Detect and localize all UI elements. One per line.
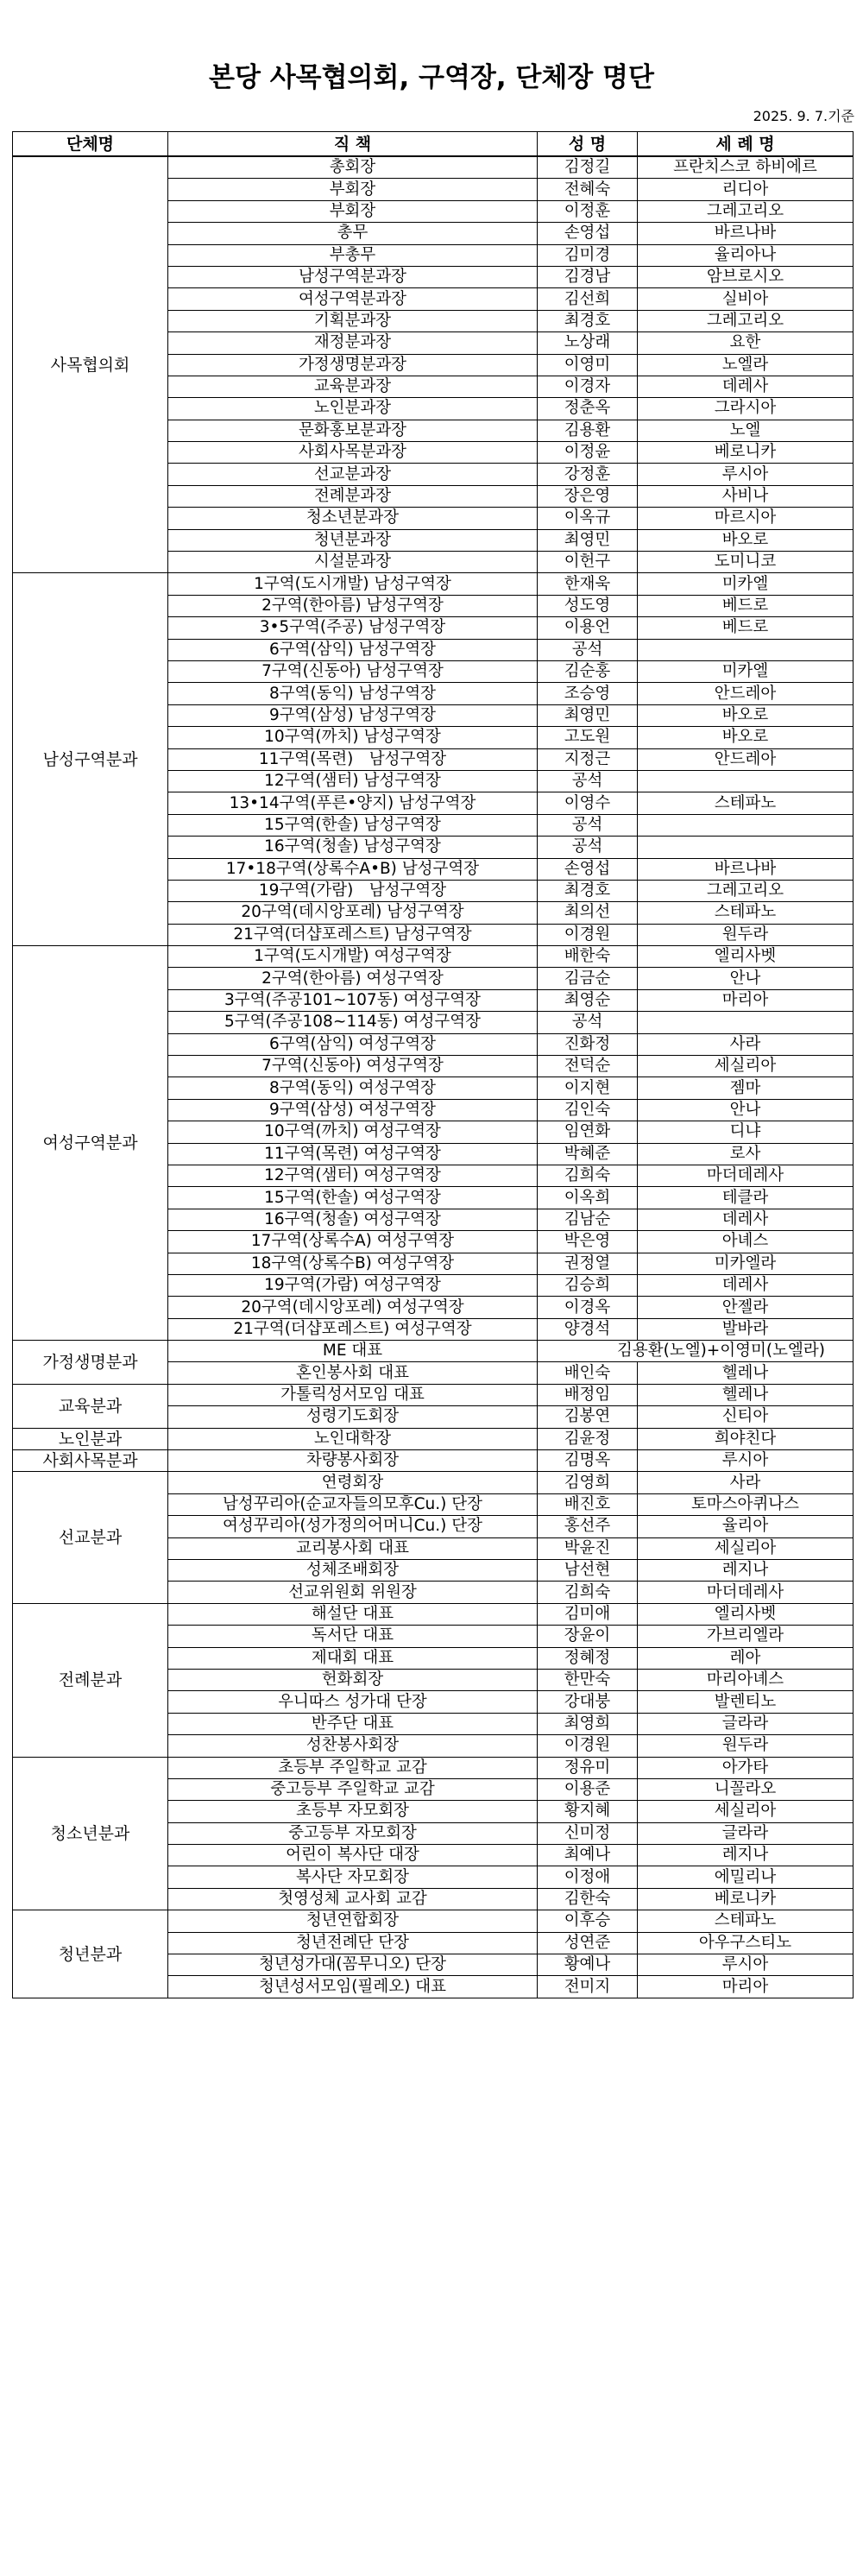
name-cell: 공석 — [538, 770, 638, 792]
position-cell: 첫영성체 교사회 교감 — [168, 1888, 538, 1910]
position-cell: 가톨릭성서모임 대표 — [168, 1384, 538, 1405]
name-cell: 신미정 — [538, 1822, 638, 1844]
baptismal-name-cell: 발바라 — [638, 1318, 854, 1340]
header-name: 성 명 — [538, 132, 638, 157]
position-cell: 노인분과장 — [168, 398, 538, 420]
name-cell: 손영섭 — [538, 223, 638, 244]
position-cell: ME 대표 — [168, 1341, 538, 1362]
name-cell: 이경원 — [538, 924, 638, 945]
baptismal-name-cell: 마더데레사 — [638, 1582, 854, 1603]
name-cell: 손영섭 — [538, 858, 638, 880]
position-cell: 19구역(가람) 남성구역장 — [168, 880, 538, 901]
baptismal-name-cell: 데레사 — [638, 1209, 854, 1230]
baptismal-name-cell: 마리아녜스 — [638, 1669, 854, 1690]
position-cell: 차량봉사회장 — [168, 1450, 538, 1472]
name-cell: 김봉연 — [538, 1406, 638, 1428]
baptismal-name-cell: 사비나 — [638, 485, 854, 507]
baptismal-name-cell: 도미니코 — [638, 552, 854, 573]
position-cell: 8구역(동익) 여성구역장 — [168, 1077, 538, 1099]
baptismal-name-cell — [638, 814, 854, 836]
position-cell: 초등부 자모회장 — [168, 1801, 538, 1822]
name-cell: 김희숙 — [538, 1165, 638, 1186]
name-cell: 강정훈 — [538, 464, 638, 485]
name-cell: 최영희 — [538, 1713, 638, 1734]
name-cell: 고도원 — [538, 727, 638, 748]
name-cell: 정혜정 — [538, 1647, 638, 1669]
baptismal-name-cell: 니꼴라오 — [638, 1778, 854, 1800]
position-cell: 청소년분과장 — [168, 508, 538, 529]
name-cell: 조승영 — [538, 683, 638, 704]
baptismal-name-cell: 데레사 — [638, 1274, 854, 1296]
name-cell: 전혜숙 — [538, 179, 638, 200]
position-cell: 제대회 대표 — [168, 1647, 538, 1669]
baptismal-name-cell: 율리아나 — [638, 244, 854, 266]
baptismal-name-cell: 스테파노 — [638, 792, 854, 814]
name-cell: 이정윤 — [538, 442, 638, 464]
table-row — [13, 1757, 854, 1778]
table-row — [13, 1910, 854, 1932]
name-cell: 이경옥 — [538, 1297, 638, 1318]
group-name: 남성구역분과 — [13, 573, 168, 946]
name-cell: 김미애 — [538, 1603, 638, 1625]
name-cell: 김경남 — [538, 266, 638, 287]
position-cell: 해설단 대표 — [168, 1603, 538, 1625]
position-cell: 2구역(한아름) 여성구역장 — [168, 968, 538, 989]
name-cell: 이정애 — [538, 1866, 638, 1888]
name-cell: 강대붕 — [538, 1691, 638, 1713]
group-name: 여성구역분과 — [13, 946, 168, 1341]
baptismal-name-cell: 스테파노 — [638, 1910, 854, 1932]
position-cell: 청년전례단 단장 — [168, 1932, 538, 1954]
name-cell: 이정훈 — [538, 200, 638, 222]
position-cell: 문화홍보분과장 — [168, 420, 538, 441]
position-cell: 여성꾸리아(성가정의어머니Cu.) 단장 — [168, 1516, 538, 1537]
baptismal-name-cell: 엘리사벳 — [638, 946, 854, 968]
position-cell: 연령회장 — [168, 1472, 538, 1493]
baptismal-name-cell: 그라시아 — [638, 398, 854, 420]
name-cell: 정춘옥 — [538, 398, 638, 420]
position-cell: 복사단 자모회장 — [168, 1866, 538, 1888]
baptismal-name-cell: 세실리아 — [638, 1537, 854, 1559]
position-cell: 중고등부 주일학교 교감 — [168, 1778, 538, 1800]
position-cell: 전례분과장 — [168, 485, 538, 507]
name-cell: 지정근 — [538, 748, 638, 770]
group-name: 사회사목분과 — [13, 1450, 168, 1472]
group-name: 전례분과 — [13, 1603, 168, 1757]
baptismal-name-cell: 원두라 — [638, 1735, 854, 1757]
baptismal-name-cell: 그레고리오 — [638, 310, 854, 331]
name-cell: 이후승 — [538, 1910, 638, 1932]
table-row — [13, 1450, 854, 1472]
name-cell: 김금순 — [538, 968, 638, 989]
position-cell: 3구역(주공101~107동) 여성구역장 — [168, 989, 538, 1011]
baptismal-name-cell: 데레사 — [638, 376, 854, 397]
baptismal-name-cell: 발렌티노 — [638, 1691, 854, 1713]
position-cell: 혼인봉사회 대표 — [168, 1362, 538, 1384]
baptismal-name-cell: 글라라 — [638, 1822, 854, 1844]
position-cell: 17구역(상록수A) 여성구역장 — [168, 1231, 538, 1253]
name-cell: 이경자 — [538, 376, 638, 397]
name-cell: 박윤진 — [538, 1537, 638, 1559]
position-cell: 청년성가대(꼼무니오) 단장 — [168, 1954, 538, 1976]
baptismal-name-cell: 마더데레사 — [638, 1165, 854, 1186]
name-cell: 배진호 — [538, 1493, 638, 1515]
baptismal-name-cell: 젬마 — [638, 1077, 854, 1099]
position-cell: 12구역(샘터) 여성구역장 — [168, 1165, 538, 1186]
baptismal-name-cell: 토마스아퀴나스 — [638, 1493, 854, 1515]
position-cell: 반주단 대표 — [168, 1713, 538, 1734]
name-cell: 김정길 — [538, 156, 638, 179]
baptismal-name-cell — [638, 837, 854, 858]
name-cell: 장은영 — [538, 485, 638, 507]
group-name: 노인분과 — [13, 1428, 168, 1449]
position-cell: 남성구역분과장 — [168, 266, 538, 287]
position-cell: 3•5구역(주공) 남성구역장 — [168, 617, 538, 639]
position-cell: 18구역(상록수B) 여성구역장 — [168, 1253, 538, 1274]
name-cell: 황예나 — [538, 1954, 638, 1976]
table-row — [13, 1472, 854, 1493]
name-cell: 최영순 — [538, 989, 638, 1011]
baptismal-name-cell: 루시아 — [638, 1450, 854, 1472]
baptismal-name-cell: 요한 — [638, 332, 854, 354]
baptismal-name-cell: 안드레아 — [638, 683, 854, 704]
table-row — [13, 156, 854, 179]
name-cell: 김미경 — [538, 244, 638, 266]
name-cell: 이영수 — [538, 792, 638, 814]
position-cell: 총무 — [168, 223, 538, 244]
header-position: 직 책 — [168, 132, 538, 157]
group-name: 교육분과 — [13, 1384, 168, 1428]
name-cell: 김윤정 — [538, 1428, 638, 1449]
group-name: 청소년분과 — [13, 1757, 168, 1910]
position-cell: 5구역(주공108~114동) 여성구역장 — [168, 1012, 538, 1033]
table-row — [13, 1384, 854, 1405]
table-row — [13, 1341, 854, 1362]
reference-date: 2025. 9. 7.기준 — [753, 108, 854, 124]
position-cell: 21구역(더샵포레스트) 남성구역장 — [168, 924, 538, 945]
position-cell: 1구역(도시개발) 여성구역장 — [168, 946, 538, 968]
position-cell: 6구역(삼익) 여성구역장 — [168, 1033, 538, 1055]
position-cell: 부총무 — [168, 244, 538, 266]
position-cell: 청년성서모임(필레오) 대표 — [168, 1976, 538, 1998]
name-cell: 남선현 — [538, 1560, 638, 1582]
baptismal-name-cell: 안드레아 — [638, 748, 854, 770]
position-cell: 13•14구역(푸른•양지) 남성구역장 — [168, 792, 538, 814]
baptismal-name-cell: 암브로시오 — [638, 266, 854, 287]
position-cell: 사회사목분과장 — [168, 442, 538, 464]
position-cell: 청년분과장 — [168, 529, 538, 551]
baptismal-name-cell: 세실리아 — [638, 1056, 854, 1077]
name-cell: 황지혜 — [538, 1801, 638, 1822]
position-cell: 12구역(샘터) 남성구역장 — [168, 770, 538, 792]
baptismal-name-cell: 레지나 — [638, 1560, 854, 1582]
baptismal-name-cell: 아가타 — [638, 1757, 854, 1778]
position-cell: 15구역(한솔) 남성구역장 — [168, 814, 538, 836]
baptismal-name-cell: 바르나바 — [638, 858, 854, 880]
position-cell: 우니따스 성가대 단장 — [168, 1691, 538, 1713]
name-cell: 최의선 — [538, 902, 638, 924]
name-cell: 이경원 — [538, 1735, 638, 1757]
position-cell: 교리봉사회 대표 — [168, 1537, 538, 1559]
name-cell: 김인숙 — [538, 1099, 638, 1121]
position-cell: 2구역(한아름) 남성구역장 — [168, 595, 538, 616]
name-cell: 이옥희 — [538, 1187, 638, 1209]
baptismal-name-cell: 신티아 — [638, 1406, 854, 1428]
position-cell: 시설분과장 — [168, 552, 538, 573]
baptismal-name-cell: 바르나바 — [638, 223, 854, 244]
name-cell: 김한숙 — [538, 1888, 638, 1910]
position-cell: 노인대학장 — [168, 1428, 538, 1449]
name-cell: 김승희 — [538, 1274, 638, 1296]
name-cell: 공석 — [538, 814, 638, 836]
baptismal-name-cell: 안젤라 — [638, 1297, 854, 1318]
baptismal-name-cell — [638, 770, 854, 792]
name-cell: 정유미 — [538, 1757, 638, 1778]
baptismal-name-cell: 안나 — [638, 1099, 854, 1121]
name-cell: 진화정 — [538, 1033, 638, 1055]
baptismal-name-cell: 바오로 — [638, 727, 854, 748]
name-cell: 이옥규 — [538, 508, 638, 529]
name-cell: 이영미 — [538, 354, 638, 376]
baptismal-name-cell: 미카엘 — [638, 660, 854, 682]
table-row — [13, 1603, 854, 1625]
baptismal-name-cell: 리디아 — [638, 179, 854, 200]
position-cell: 기획분과장 — [168, 310, 538, 331]
position-cell: 중고등부 자모회장 — [168, 1822, 538, 1844]
position-cell: 8구역(동익) 남성구역장 — [168, 683, 538, 704]
name-cell: 홍선주 — [538, 1516, 638, 1537]
name-cell: 전미지 — [538, 1976, 638, 1998]
baptismal-name-cell: 베드로 — [638, 617, 854, 639]
name-cell: 장윤이 — [538, 1626, 638, 1647]
baptismal-name-cell: 테클라 — [638, 1187, 854, 1209]
baptismal-name-cell: 사라 — [638, 1033, 854, 1055]
name-cell: 임연화 — [538, 1121, 638, 1143]
name-cell: 김용환 — [538, 420, 638, 441]
baptismal-name-cell: 스테파노 — [638, 902, 854, 924]
name-cell: 박은영 — [538, 1231, 638, 1253]
table-row — [13, 1428, 854, 1449]
name-cell: 박혜준 — [538, 1143, 638, 1165]
name-cell: 최예나 — [538, 1845, 638, 1866]
baptismal-name-cell — [638, 639, 854, 660]
name-cell: 공석 — [538, 1012, 638, 1033]
position-cell: 남성꾸리아(순교자들의모후Cu.) 단장 — [168, 1493, 538, 1515]
roster-body — [13, 156, 854, 1998]
position-cell: 20구역(데시앙포레) 남성구역장 — [168, 902, 538, 924]
name-cell: 한재욱 — [538, 573, 638, 595]
baptismal-name-cell: 루시아 — [638, 464, 854, 485]
table-row — [13, 573, 854, 595]
position-cell: 1구역(도시개발) 남성구역장 — [168, 573, 538, 595]
baptismal-name-cell: 안나 — [638, 968, 854, 989]
position-cell: 20구역(데시앙포레) 여성구역장 — [168, 1297, 538, 1318]
name-cell: 이헌구 — [538, 552, 638, 573]
position-cell: 가정생명분과장 — [168, 354, 538, 376]
position-cell: 부회장 — [168, 200, 538, 222]
position-cell: 초등부 주일학교 교감 — [168, 1757, 538, 1778]
name-cell: 한만숙 — [538, 1669, 638, 1690]
baptismal-name-cell: 사라 — [638, 1472, 854, 1493]
baptismal-name-cell: 루시아 — [638, 1954, 854, 1976]
position-cell: 성령기도회장 — [168, 1406, 538, 1428]
name-cell: 성연준 — [538, 1932, 638, 1954]
baptismal-name-cell: 베로니카 — [638, 1888, 854, 1910]
position-cell: 16구역(청솔) 여성구역장 — [168, 1209, 538, 1230]
name-cell: 최영민 — [538, 704, 638, 726]
baptismal-name-cell: 가브리엘라 — [638, 1626, 854, 1647]
name-cell: 배한숙 — [538, 946, 638, 968]
name-cell: 최경호 — [538, 310, 638, 331]
position-cell: 6구역(삼익) 남성구역장 — [168, 639, 538, 660]
baptismal-name-cell: 그레고리오 — [638, 880, 854, 901]
name-cell: 공석 — [538, 639, 638, 660]
position-cell: 선교분과장 — [168, 464, 538, 485]
position-cell: 7구역(신동아) 남성구역장 — [168, 660, 538, 682]
position-cell: 9구역(삼성) 남성구역장 — [168, 704, 538, 726]
header-baptismal-name: 세 례 명 — [638, 132, 854, 157]
group-name: 가정생명분과 — [13, 1341, 168, 1385]
baptismal-name-cell: 바오로 — [638, 704, 854, 726]
baptismal-name-cell: 레지나 — [638, 1845, 854, 1866]
name-cell: 이용언 — [538, 617, 638, 639]
name-cell: 이용준 — [538, 1778, 638, 1800]
baptismal-name-cell: 헬레나 — [638, 1384, 854, 1405]
baptismal-name-cell — [638, 1012, 854, 1033]
name-cell: 김남순 — [538, 1209, 638, 1230]
header-group: 단체명 — [13, 132, 168, 157]
name-cell: 김용환(노엘)+이영미(노엘라) — [538, 1341, 854, 1362]
name-cell: 김영희 — [538, 1472, 638, 1493]
baptismal-name-cell: 엘리사벳 — [638, 1603, 854, 1625]
baptismal-name-cell: 노엘라 — [638, 354, 854, 376]
position-cell: 10구역(까치) 남성구역장 — [168, 727, 538, 748]
name-cell: 최경호 — [538, 880, 638, 901]
position-cell: 부회장 — [168, 179, 538, 200]
name-cell: 김선희 — [538, 288, 638, 310]
position-cell: 청년연합회장 — [168, 1910, 538, 1932]
position-cell: 19구역(가람) 여성구역장 — [168, 1274, 538, 1296]
name-cell: 전덕순 — [538, 1056, 638, 1077]
page-title: 본당 사목협의회, 구역장, 단체장 명단 — [209, 62, 654, 93]
name-cell: 김희숙 — [538, 1582, 638, 1603]
baptismal-name-cell: 베드로 — [638, 595, 854, 616]
baptismal-name-cell: 노엘 — [638, 420, 854, 441]
baptismal-name-cell: 율리아 — [638, 1516, 854, 1537]
position-cell: 어린이 복사단 대장 — [168, 1845, 538, 1866]
position-cell: 총회장 — [168, 156, 538, 179]
position-cell: 9구역(삼성) 여성구역장 — [168, 1099, 538, 1121]
baptismal-name-cell: 바오로 — [638, 529, 854, 551]
position-cell: 헌화회장 — [168, 1669, 538, 1690]
name-cell: 배인숙 — [538, 1362, 638, 1384]
baptismal-name-cell: 희야친다 — [638, 1428, 854, 1449]
baptismal-name-cell: 아녜스 — [638, 1231, 854, 1253]
position-cell: 21구역(더샵포레스트) 여성구역장 — [168, 1318, 538, 1340]
table-header-row — [13, 132, 854, 157]
name-cell: 김명옥 — [538, 1450, 638, 1472]
baptismal-name-cell: 아우구스티노 — [638, 1932, 854, 1954]
position-cell: 선교위원회 위원장 — [168, 1582, 538, 1603]
position-cell: 성체조배회장 — [168, 1560, 538, 1582]
baptismal-name-cell: 마리아 — [638, 1976, 854, 1998]
baptismal-name-cell: 에밀리나 — [638, 1866, 854, 1888]
group-name: 선교분과 — [13, 1472, 168, 1603]
position-cell: 16구역(청솔) 남성구역장 — [168, 837, 538, 858]
baptismal-name-cell: 미카엘 — [638, 573, 854, 595]
position-cell: 재정분과장 — [168, 332, 538, 354]
position-cell: 11구역(목련) 남성구역장 — [168, 748, 538, 770]
name-cell: 최영민 — [538, 529, 638, 551]
position-cell: 11구역(목련) 여성구역장 — [168, 1143, 538, 1165]
name-cell: 배정임 — [538, 1384, 638, 1405]
name-cell: 공석 — [538, 837, 638, 858]
baptismal-name-cell: 프란치스코 하비에르 — [638, 156, 854, 179]
baptismal-name-cell: 레아 — [638, 1647, 854, 1669]
name-cell: 성도영 — [538, 595, 638, 616]
name-cell: 김순홍 — [538, 660, 638, 682]
name-cell: 양경석 — [538, 1318, 638, 1340]
name-cell: 권정열 — [538, 1253, 638, 1274]
roster-table — [12, 131, 854, 1998]
baptismal-name-cell: 헬레나 — [638, 1362, 854, 1384]
baptismal-name-cell: 세실리아 — [638, 1801, 854, 1822]
baptismal-name-cell: 디냐 — [638, 1121, 854, 1143]
baptismal-name-cell: 미카엘라 — [638, 1253, 854, 1274]
baptismal-name-cell: 로사 — [638, 1143, 854, 1165]
baptismal-name-cell: 원두라 — [638, 924, 854, 945]
position-cell: 여성구역분과장 — [168, 288, 538, 310]
group-name: 사목협의회 — [13, 156, 168, 573]
name-cell: 노상래 — [538, 332, 638, 354]
group-name: 청년분과 — [13, 1910, 168, 1998]
position-cell: 7구역(신동아) 여성구역장 — [168, 1056, 538, 1077]
baptismal-name-cell: 글라라 — [638, 1713, 854, 1734]
baptismal-name-cell: 베로니카 — [638, 442, 854, 464]
position-cell: 교육분과장 — [168, 376, 538, 397]
baptismal-name-cell: 실비아 — [638, 288, 854, 310]
position-cell: 15구역(한솔) 여성구역장 — [168, 1187, 538, 1209]
position-cell: 성찬봉사회장 — [168, 1735, 538, 1757]
baptismal-name-cell: 그레고리오 — [638, 200, 854, 222]
position-cell: 10구역(까치) 여성구역장 — [168, 1121, 538, 1143]
baptismal-name-cell: 마리아 — [638, 989, 854, 1011]
baptismal-name-cell: 마르시아 — [638, 508, 854, 529]
position-cell: 17•18구역(상록수A•B) 남성구역장 — [168, 858, 538, 880]
name-cell: 이지현 — [538, 1077, 638, 1099]
position-cell: 독서단 대표 — [168, 1626, 538, 1647]
table-row — [13, 946, 854, 968]
